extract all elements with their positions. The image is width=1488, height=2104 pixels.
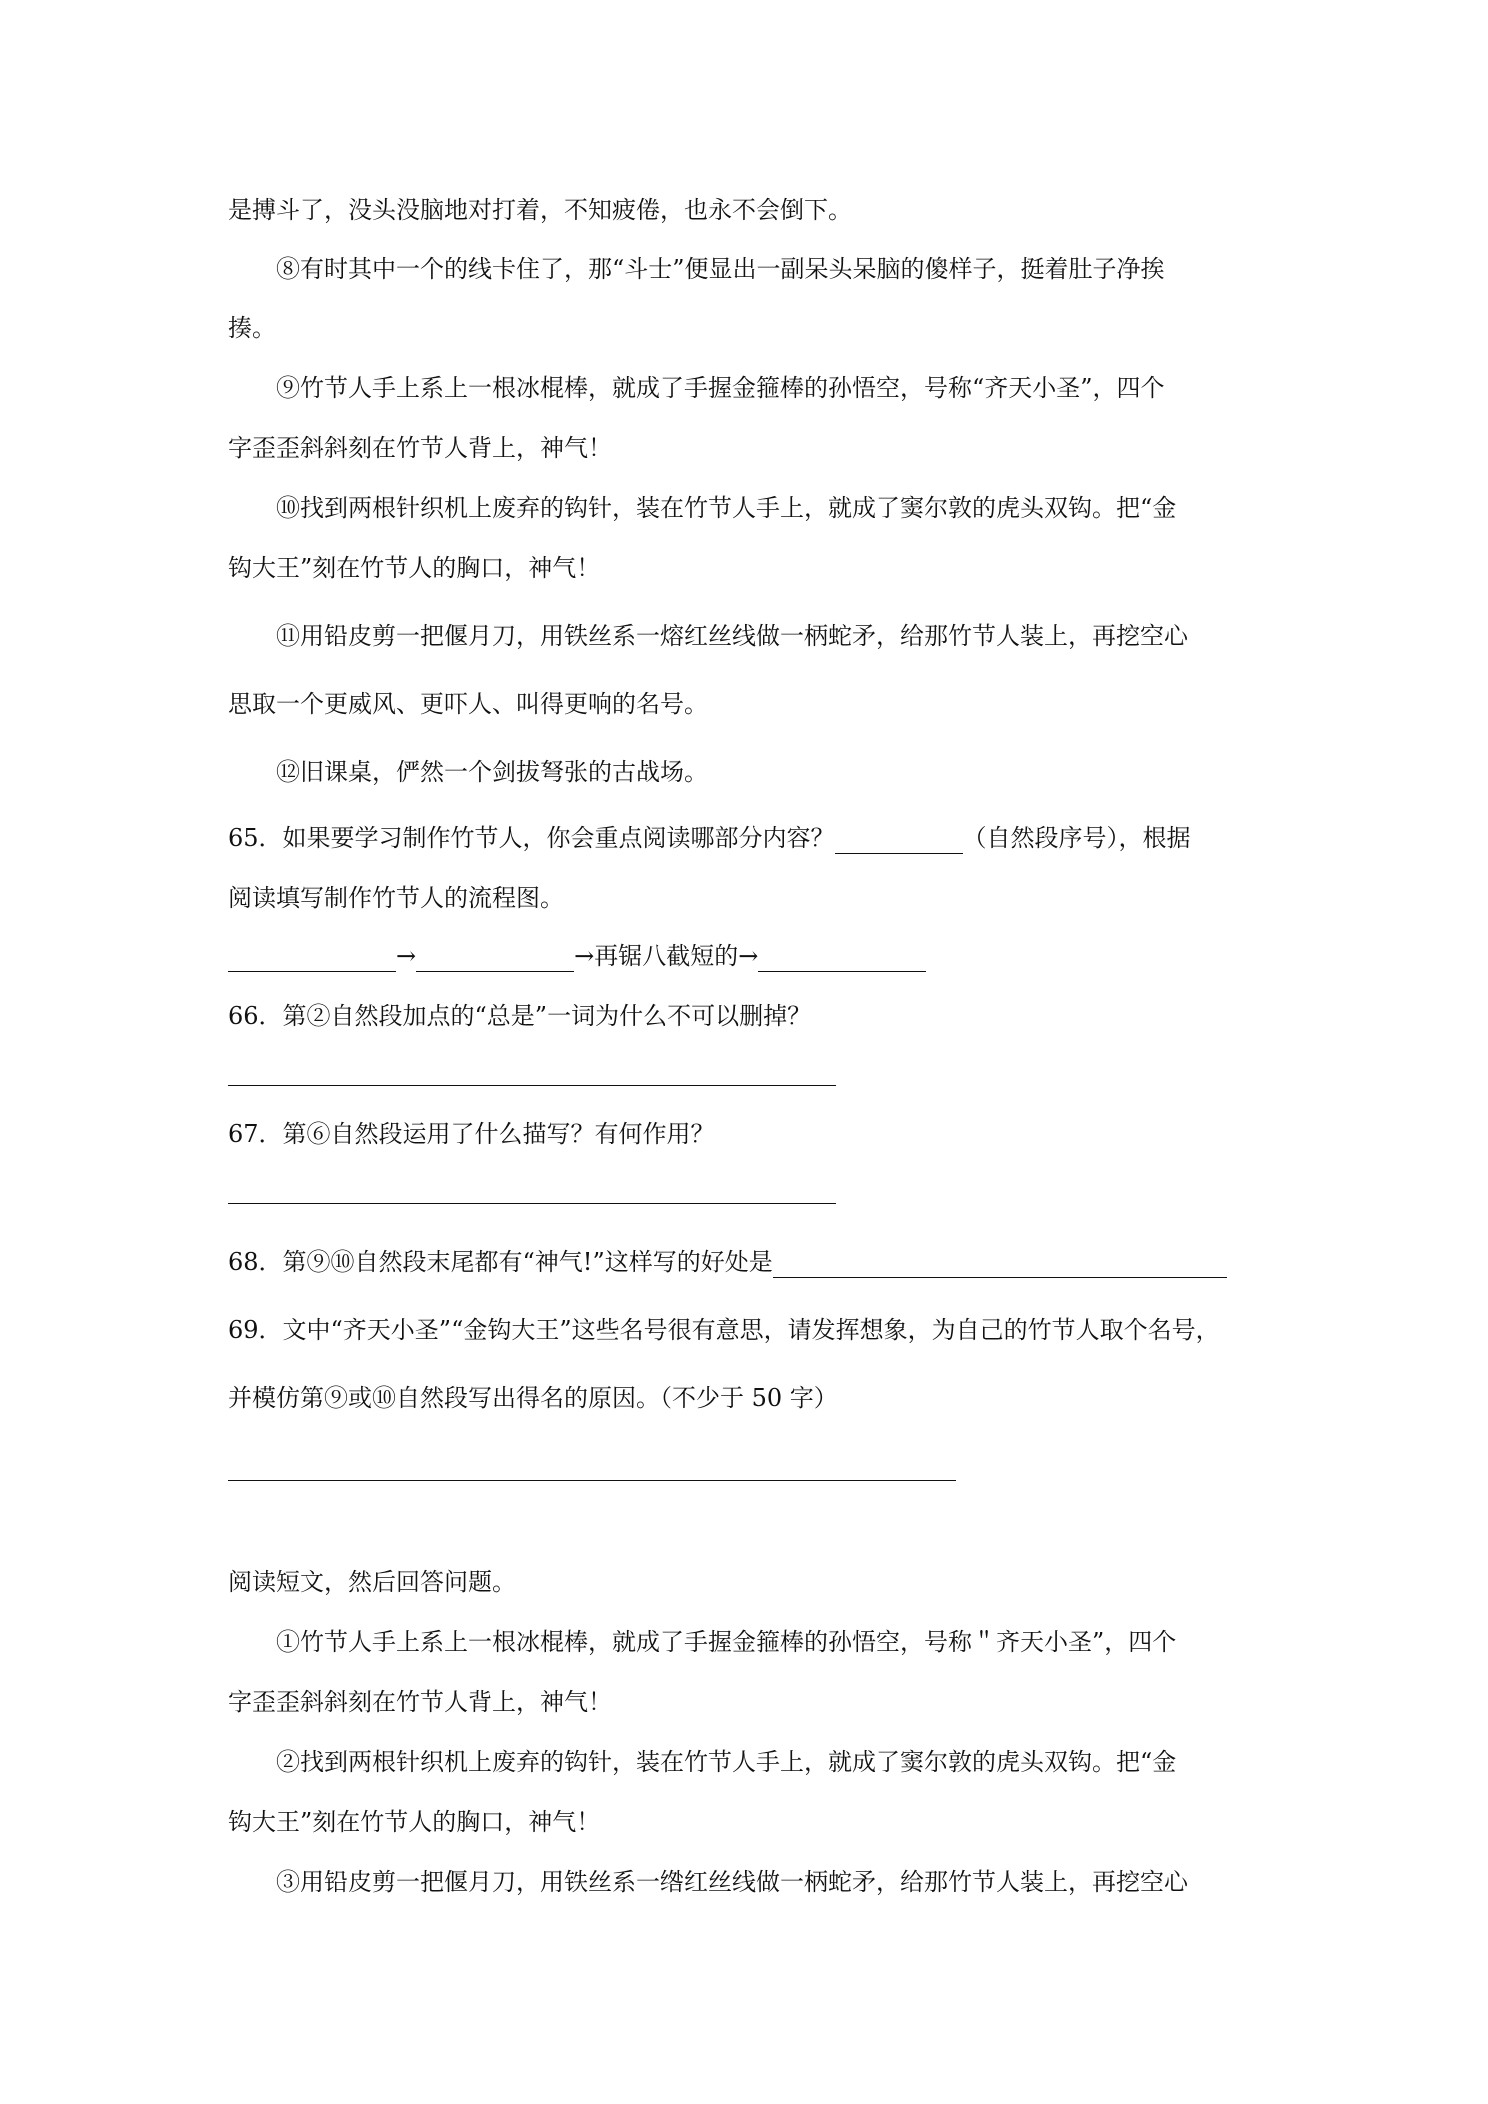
flowchart-row xyxy=(228,940,926,972)
question-67-answer-line[interactable] xyxy=(228,1203,836,1204)
paragraph-11-line-1: ⑪用铅皮剪一把偃月刀，用铁丝系一熔红丝线做一柄蛇矛，给那竹节人装上，再挖空心 xyxy=(276,622,1188,650)
question-65-text-a: 65．如果要学习制作竹节人，你会重点阅读哪部分内容？ xyxy=(228,824,835,852)
paragraph-8-line-2: 揍。 xyxy=(228,314,276,342)
question-65 xyxy=(228,822,1191,854)
flowchart-arrow-1: → xyxy=(396,942,417,970)
question-68 xyxy=(228,1246,1227,1278)
paragraph-8-line-1: ⑧有时其中一个的线卡住了，那“斗士”便显出一副呆头呆脑的傻样子，挺着肚子净挨 xyxy=(276,255,1165,283)
flowchart-blank-3[interactable] xyxy=(758,945,926,972)
paragraph-10-line-1: ⑩找到两根针织机上废弃的钩针，装在竹节人手上，就成了窦尔敦的虎头双钩。把“金 xyxy=(276,494,1177,522)
question-67: 67．第⑥自然段运用了什么描写？有何作用？ xyxy=(228,1120,715,1148)
passage-2-intro: 阅读短文，然后回答问题。 xyxy=(228,1568,516,1596)
question-69-answer-line[interactable] xyxy=(228,1480,956,1481)
question-68-answer-blank[interactable] xyxy=(773,1251,1227,1278)
question-65-line-2: 阅读填写制作竹节人的流程图。 xyxy=(228,884,564,912)
question-69-line-1: 69．文中“齐天小圣”“金钩大王”这些名号很有意思，请发挥想象，为自己的竹节人取个名号， xyxy=(228,1316,1220,1344)
question-65-text-b: （自然段序号），根据 xyxy=(962,824,1191,852)
question-65-paragraph-blank[interactable] xyxy=(835,827,963,854)
passage-2-paragraph-1-line-2: 字歪歪斜斜刻在竹节人背上，神气！ xyxy=(228,1688,612,1716)
question-66: 66．第②自然段加点的“总是”一词为什么不可以删掉？ xyxy=(228,1002,812,1030)
paragraph-10-line-2: 钩大王”刻在竹节人的胸口，神气！ xyxy=(228,554,601,582)
question-69-line-2: 并模仿第⑨或⑩自然段写出得名的原因。（不少于 50 字） xyxy=(228,1384,838,1412)
paragraph-9-line-1: ⑨竹节人手上系上一根冰棍棒，就成了手握金箍棒的孙悟空，号称“齐天小圣”，四个 xyxy=(276,374,1165,402)
flowchart-arrow-2: →再锯八截短的→ xyxy=(574,942,759,970)
paragraph-11-line-2: 思取一个更威风、更吓人、叫得更响的名号。 xyxy=(228,690,708,718)
passage-2-paragraph-2-line-2: 钩大王”刻在竹节人的胸口，神气！ xyxy=(228,1808,601,1836)
flowchart-blank-1[interactable] xyxy=(228,945,396,972)
paragraph-9-line-2: 字歪歪斜斜刻在竹节人背上，神气！ xyxy=(228,434,612,462)
paragraph-7-tail: 是搏斗了，没头没脑地对打着，不知疲倦，也永不会倒下。 xyxy=(228,196,852,224)
passage-2-paragraph-2-line-1: ②找到两根针织机上废弃的钩针，装在竹节人手上，就成了窦尔敦的虎头双钩。把“金 xyxy=(276,1748,1177,1776)
question-66-answer-line[interactable] xyxy=(228,1085,836,1086)
paragraph-12: ⑫旧课桌，俨然一个剑拔弩张的古战场。 xyxy=(276,758,708,786)
flowchart-blank-2[interactable] xyxy=(416,945,574,972)
question-68-text: 68．第⑨⑩自然段末尾都有“神气!”这样写的好处是 xyxy=(228,1248,773,1276)
passage-2-paragraph-3-line-1: ③用铅皮剪一把偃月刀，用铁丝系一绺红丝线做一柄蛇矛，给那竹节人装上，再挖空心 xyxy=(276,1868,1188,1896)
passage-2-paragraph-1-line-1: ①竹节人手上系上一根冰棍棒，就成了手握金箍棒的孙悟空，号称＂齐天小圣”，四个 xyxy=(276,1628,1177,1656)
